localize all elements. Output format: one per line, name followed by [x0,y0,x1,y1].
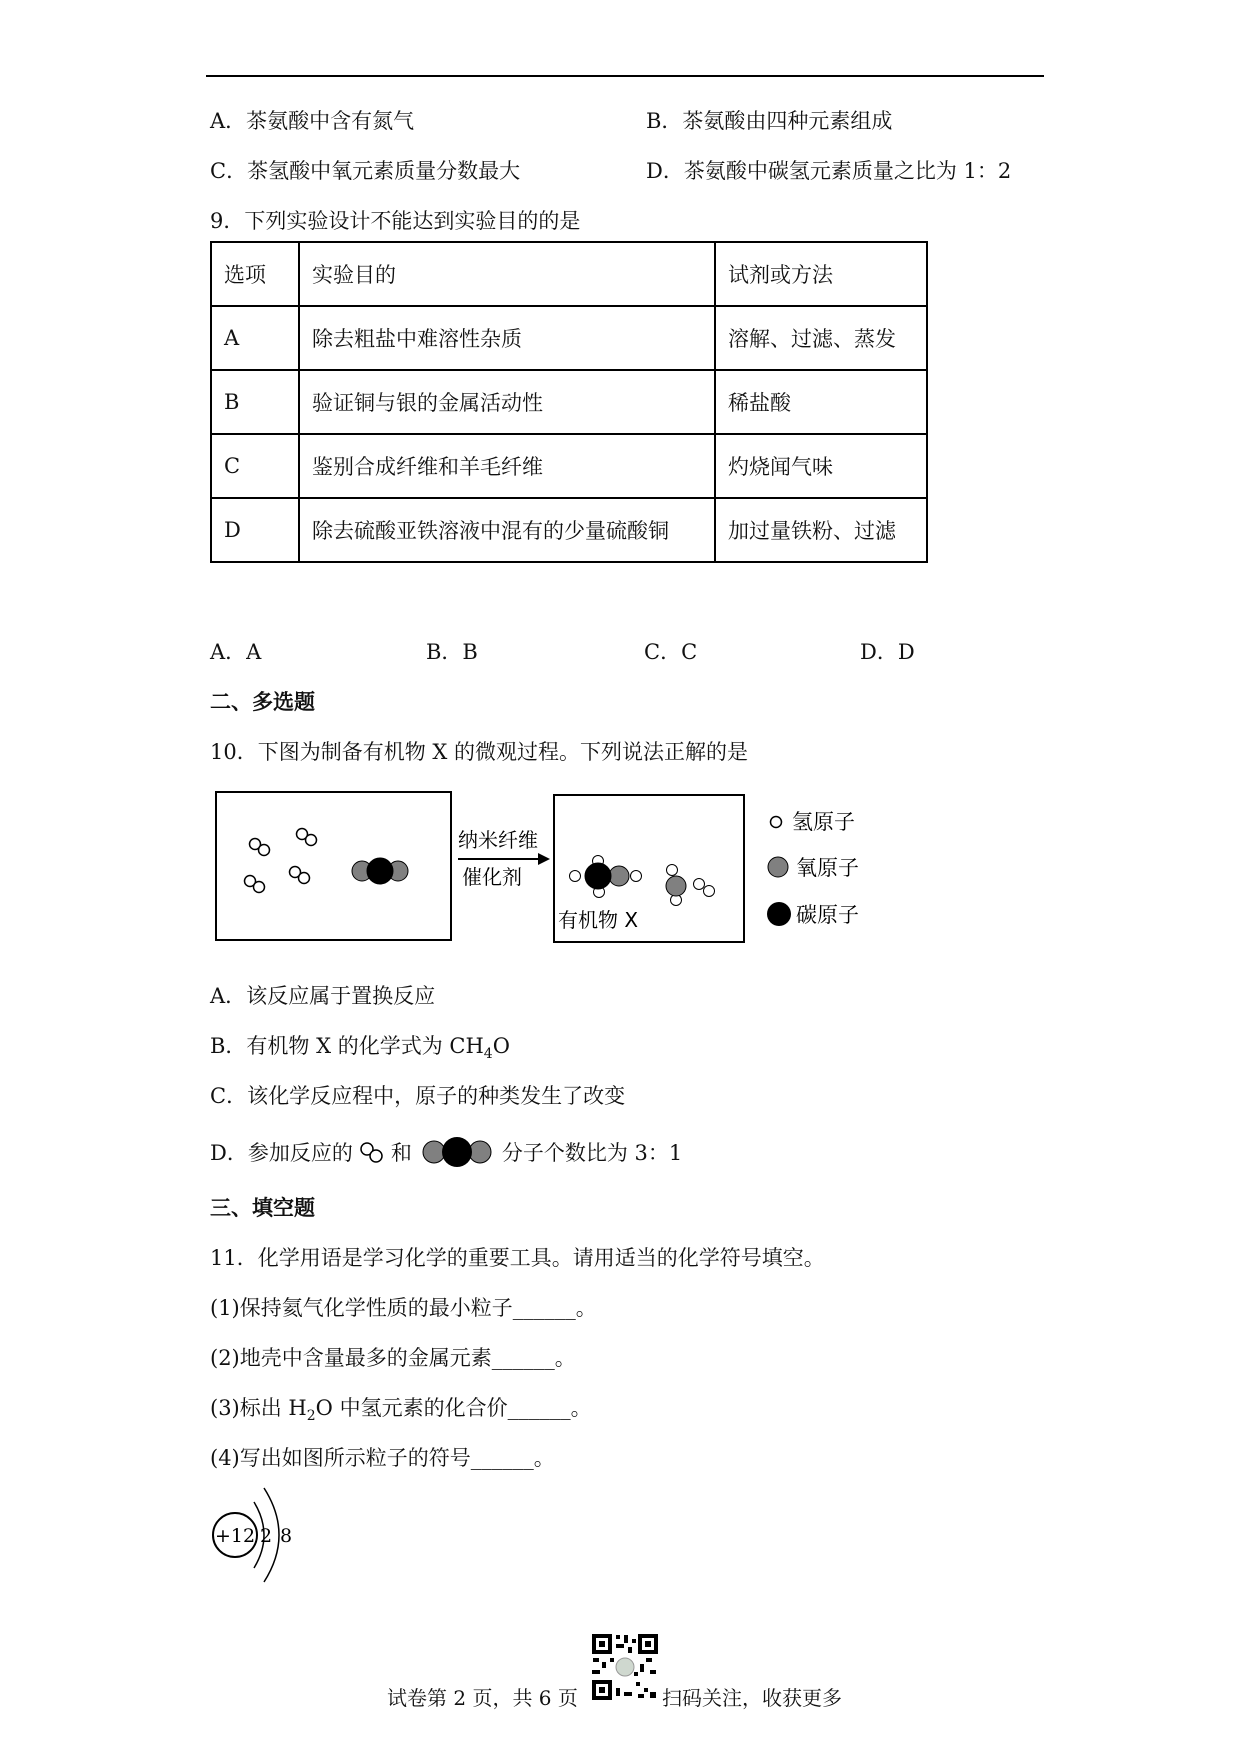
table-cell: 加过量铁粉、过滤 [715,498,927,562]
co-o-molecule [352,858,408,884]
table-cell: 灼烧闻气味 [715,434,927,498]
legend-hydrogen: 氢原子 [792,810,855,834]
oxygen-legend-icon [768,857,788,877]
q8-option-b[interactable]: B．茶氨酸由四种元素组成 [646,109,893,133]
q10-option-a[interactable]: A．该反应属于置换反应 [210,984,436,1008]
table-cell: 鉴别合成纤维和羊毛纤维 [299,434,715,498]
atom-structure-diagram [210,1480,330,1590]
table-cell: A [211,306,299,370]
q10-option-c[interactable]: C．该化学反应程中，原子的种类发生了改变 [210,1084,626,1108]
table-cell: 稀盐酸 [715,370,927,434]
q9-option-d[interactable]: D．D [860,640,915,664]
section-title: 三、填空题 [210,1195,315,1220]
methanol-molecule [570,856,642,898]
product-label: 有机物 X [558,908,639,932]
qr-code-icon[interactable] [590,1632,660,1702]
arrow-top-label: 纳米纤维 [458,828,538,852]
q10-option-b[interactable]: B．有机物 X 的化学式为 $CH_4O$ [210,1034,510,1063]
table-row [211,370,927,434]
table-cell: C [211,434,299,498]
hydrogen-molecule-icon [357,1138,387,1166]
section-title: 二、多选题 [210,689,315,714]
q10-reaction-figure [210,787,890,947]
q9-stem: 9．下列实验设计不能达到实验目的的是 [210,209,581,233]
table-cell: 除去硫酸亚铁溶液中混有的少量硫酸铜 [299,498,715,562]
shell-2-electrons: 8 [279,1525,293,1547]
table-cell: 溶解、过滤、蒸发 [715,306,927,370]
table-header: 试剂或方法 [715,242,927,306]
table-cell: 验证铜与银的金属活动性 [299,370,715,434]
q11-part-3: (3)标出 $H_2O$ 中氢元素的化合价______。 [210,1396,592,1425]
table-row [211,498,927,562]
qr-caption: 扫码关注，收获更多 [662,1686,842,1710]
arrow-bottom-label: 催化剂 [462,865,522,889]
table-header-row [211,242,927,306]
nucleus-charge: +12 [214,1525,256,1547]
q8-option-d[interactable]: D．茶氨酸中碳氢元素质量之比为 1：2 [646,159,1012,183]
shell-1-electrons: 2 [259,1525,273,1547]
arrow-head-icon [538,853,550,865]
table-row [211,434,927,498]
page-number: 试卷第 2 页，共 6 页 [387,1686,578,1710]
q11-stem: 11．化学用语是学习化学的重要工具。请用适当的化学符号填空。 [210,1246,825,1270]
q11-part-2: (2)地壳中含量最多的金属元素______。 [210,1346,576,1370]
table-cell: B [211,370,299,434]
hydrogen-legend-icon [771,817,782,828]
legend-carbon: 碳原子 [796,903,859,927]
q10-option-d[interactable]: D．参加反应的 和 分子个数比为 3：1 [210,1136,682,1168]
table-header: 选项 [211,242,299,306]
header-rule [206,75,1044,77]
q9-table [210,241,928,563]
q8-option-a[interactable]: A．茶氨酸中含有氮气 [210,109,415,133]
table-row [211,306,927,370]
q8-option-c[interactable]: C．茶氢酸中氧元素质量分数最大 [210,159,521,183]
carbon-dioxide-molecule-icon [420,1136,494,1168]
legend-oxygen: 氧原子 [796,856,859,880]
table-cell: D [211,498,299,562]
q9-option-b[interactable]: B．B [426,640,478,664]
q10-stem: 10．下图为制备有机物 X 的微观过程。下列说法正解的是 [210,740,749,764]
q9-option-c[interactable]: C．C [644,640,698,664]
hydrogen-molecules [245,829,317,893]
hydrogen-molecule [694,879,715,897]
carbon-legend-icon [767,902,791,926]
reactant-box [216,792,451,940]
q9-option-a[interactable]: A．A [210,640,262,664]
q11-part-1: (1)保持氦气化学性质的最小粒子______。 [210,1296,597,1320]
q11-part-4: (4)写出如图所示粒子的符号______。 [210,1446,555,1470]
table-cell: 除去粗盐中难溶性杂质 [299,306,715,370]
table-header: 实验目的 [299,242,715,306]
water-molecule [666,865,686,906]
